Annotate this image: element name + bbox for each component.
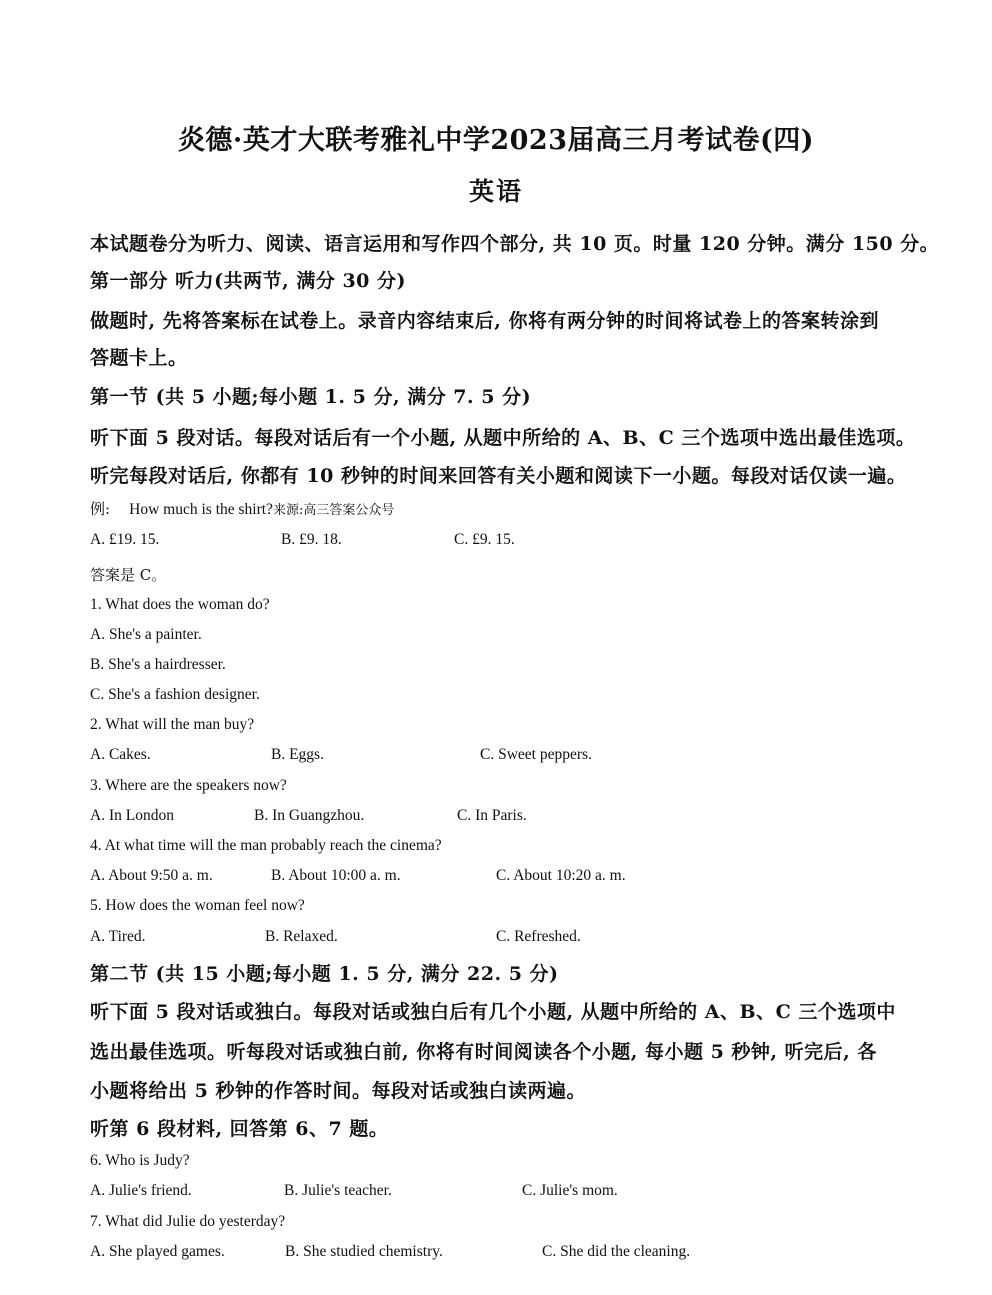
part1-instruction-line2: 答题卡上。 (90, 347, 188, 369)
q1-option-a: A. She's a painter. (90, 626, 202, 643)
q5-option-b: B. Relaxed. (265, 928, 338, 945)
part1-heading: 第一部分 听力(共两节, 满分 30 分) (90, 270, 406, 292)
q7-question: 7. What did Julie do yesterday? (90, 1213, 286, 1230)
material6-heading: 听第 6 段材料, 回答第 6、7 题。 (90, 1118, 389, 1140)
q6-question: 6. Who is Judy? (90, 1152, 190, 1169)
q7-option-a: A. She played games. (90, 1243, 225, 1260)
section2-instruction-line1: 听下面 5 段对话或独白。每段对话或独白后有几个小题, 从题中所给的 A、B、C 三个选项中 (90, 1001, 896, 1023)
section1-instruction-line2: 听完每段对话后, 你都有 10 秒钟的时间来回答有关小题和阅读下一小题。每段对话仅读一遍。 (90, 465, 907, 487)
q3-option-a: A. In London (90, 807, 174, 824)
section2-instruction-line2: 选出最佳选项。听每段对话或独白前, 你将有时间阅读各个小题, 每小题 5 秒钟, 听完后, 各 (90, 1041, 877, 1063)
q4-option-a: A. About 9:50 a. m. (90, 867, 213, 884)
section2-heading: 第二节 (共 15 小题;每小题 1. 5 分, 满分 22. 5 分) (90, 963, 559, 985)
exam-intro: 本试题卷分为听力、阅读、语言运用和写作四个部分, 共 10 页。时量 120 分钟。满分 150 分。 (90, 233, 940, 255)
q3-question: 3. Where are the speakers now? (90, 777, 287, 794)
example-option-b: B. £9. 18. (281, 531, 342, 548)
q2-option-b: B. Eggs. (271, 746, 324, 763)
q3-option-c: C. In Paris. (457, 807, 527, 824)
q1-option-b: B. She's a hairdresser. (90, 656, 226, 673)
q6-option-a: A. Julie's friend. (90, 1182, 192, 1199)
q5-option-c: C. Refreshed. (496, 928, 581, 945)
q2-option-a: A. Cakes. (90, 746, 151, 763)
example-question-line (90, 498, 394, 519)
example-question: How much is the shirt? (129, 501, 273, 518)
subject-title: 英语 (468, 177, 523, 206)
example-answer: 答案是 C。 (90, 566, 167, 584)
example-source: 来源:高三答案公众号 (272, 503, 395, 518)
q3-option-b: B. In Guangzhou. (254, 807, 365, 824)
q5-question: 5. How does the woman feel now? (90, 897, 305, 914)
example-prefix: 例: (90, 500, 111, 518)
q5-option-a: A. Tired. (90, 928, 146, 945)
q1-option-c: C. She's a fashion designer. (90, 686, 260, 703)
section2-instruction-line3: 小题将给出 5 秒钟的作答时间。每段对话或独白读两遍。 (90, 1080, 586, 1102)
q6-option-c: C. Julie's mom. (522, 1182, 618, 1199)
section1-instruction-line1: 听下面 5 段对话。每段对话后有一个小题, 从题中所给的 A、B、C 三个选项中选出最佳选项。 (90, 427, 916, 449)
q2-question: 2. What will the man buy? (90, 716, 255, 733)
part1-instruction-line1: 做题时, 先将答案标在试卷上。录音内容结束后, 你将有两分钟的时间将试卷上的答案转涂到 (90, 310, 879, 332)
q1-question: 1. What does the woman do? (90, 596, 270, 613)
q4-question: 4. At what time will the man probably reach the cinema? (90, 837, 442, 854)
example-option-c: C. £9. 15. (454, 531, 515, 548)
example-option-a: A. £19. 15. (90, 531, 160, 548)
exam-title: 炎德·英才大联考雅礼中学2023届高三月考试卷(四) (177, 125, 815, 156)
q7-option-c: C. She did the cleaning. (542, 1243, 691, 1260)
section1-heading: 第一节 (共 5 小题;每小题 1. 5 分, 满分 7. 5 分) (90, 386, 532, 408)
q4-option-c: C. About 10:20 a. m. (496, 867, 626, 884)
q4-option-b: B. About 10:00 a. m. (271, 867, 401, 884)
q6-option-b: B. Julie's teacher. (284, 1182, 392, 1199)
q2-option-c: C. Sweet peppers. (480, 746, 592, 763)
q7-option-b: B. She studied chemistry. (285, 1243, 443, 1260)
